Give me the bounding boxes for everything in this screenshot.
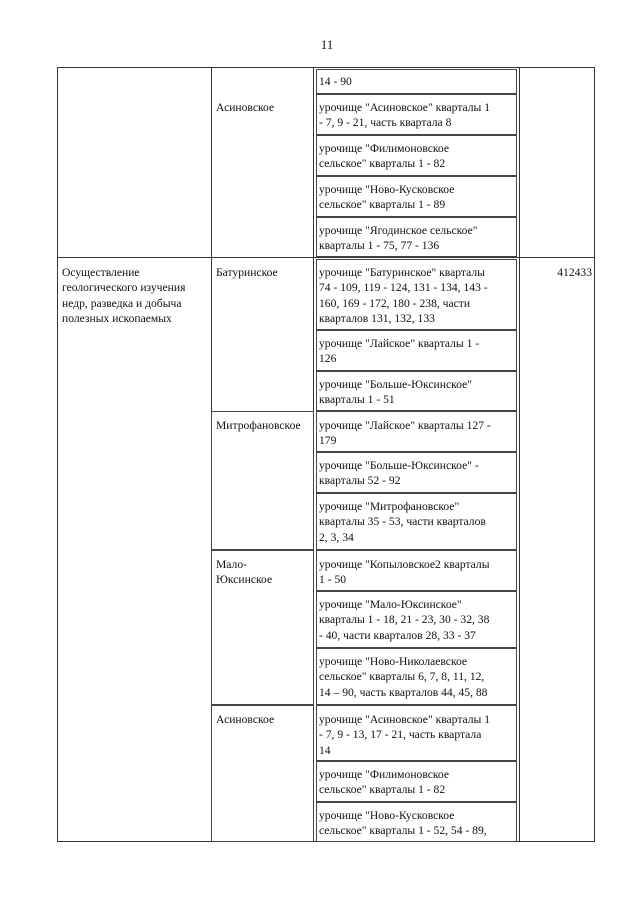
tract-cell <box>316 761 517 802</box>
activity-text: Осуществление геологического изучения недр, разведка и добыча полезных ископаемых <box>62 266 186 325</box>
tract-text: урочище "Батуринское" кварталы 74 - 109, 119 - 124, 131 - 134, 143 - 160, 169 - 172, 180 - 238, части кварталов 131, 132, 133 <box>319 266 488 325</box>
tract-cell <box>316 802 517 842</box>
tract-text: урочище "Асиновское" кварталы 1 - 7, 9 - 13, 17 - 21, часть квартала 14 <box>319 713 491 757</box>
tract-text: урочище "Мало-Юксинское" кварталы 1 - 18, 21 - 23, 30 - 32, 38 - 40, части кварталов 28, 33 - 37 <box>319 598 490 642</box>
column-divider <box>519 67 520 842</box>
forestry-name: Батуринское <box>216 266 278 279</box>
tract-text: урочище "Асиновское" кварталы 1 - 7, 9 - 21, часть квартала 8 <box>319 101 491 130</box>
tract-cell <box>316 330 517 371</box>
tract-cell <box>316 411 517 452</box>
tract-text: урочище "Ново-Кусковское сельское" кварталы 1 - 89 <box>319 183 455 212</box>
tract-text: урочище "Ягодинское сельское" кварталы 1 - 75, 77 - 136 <box>319 224 478 253</box>
tract-text: урочище "Митрофановское" кварталы 35 - 53, части кварталов 2, 3, 34 <box>319 500 486 544</box>
forestry-cell <box>211 705 314 842</box>
page-number: 11 <box>320 37 334 52</box>
forestry-cell <box>211 550 314 705</box>
tract-cell <box>316 176 517 217</box>
tract-cell <box>316 69 517 94</box>
forestry-name: Митрофановское <box>216 419 301 432</box>
forestry-name: Асиновское <box>216 101 275 114</box>
area-value: 412433 <box>557 266 592 279</box>
tract-cell <box>316 217 517 257</box>
tract-text: урочище "Ново-Кусковское сельское" кварталы 1 - 52, 54 - 89, <box>319 809 487 838</box>
tract-text: урочище "Филимоновское сельское" кварталы 1 - 82 <box>319 142 449 171</box>
tract-text: урочище "Копыловское2 кварталы 1 - 50 <box>319 558 490 587</box>
tract-text: урочище "Филимоновское сельское" кварталы 1 - 82 <box>319 768 449 797</box>
tract-text: урочище "Лайское" кварталы 127 - 179 <box>319 419 491 448</box>
tract-cell <box>316 493 517 550</box>
tract-text: урочище "Ново-Николаевское сельское" кварталы 6, 7, 8, 11, 12, 14 – 90, часть кварталов 44, 45, 88 <box>319 655 488 699</box>
tract-text: урочище "Больше-Юксинское" - кварталы 52 - 92 <box>319 459 479 488</box>
tract-cell <box>316 452 517 493</box>
tract-text: урочище "Больше-Юксинское" кварталы 1 - 51 <box>319 378 472 407</box>
forestry-name: Мало- Юксинское <box>216 558 273 587</box>
tract-cell <box>316 550 517 591</box>
tract-cell <box>316 94 517 135</box>
tract-cell <box>316 591 517 648</box>
tract-cell <box>316 648 517 705</box>
tract-cell <box>316 371 517 411</box>
forestry-cell <box>211 411 314 550</box>
forestry-name: Асиновское <box>216 713 275 726</box>
tract-text: 14 - 90 <box>319 75 352 88</box>
tract-cell <box>316 135 517 176</box>
tract-text: урочище "Лайское" кварталы 1 - 126 <box>319 337 480 366</box>
tract-cell <box>316 705 517 761</box>
row-divider <box>57 257 595 258</box>
tract-cell <box>316 259 517 330</box>
